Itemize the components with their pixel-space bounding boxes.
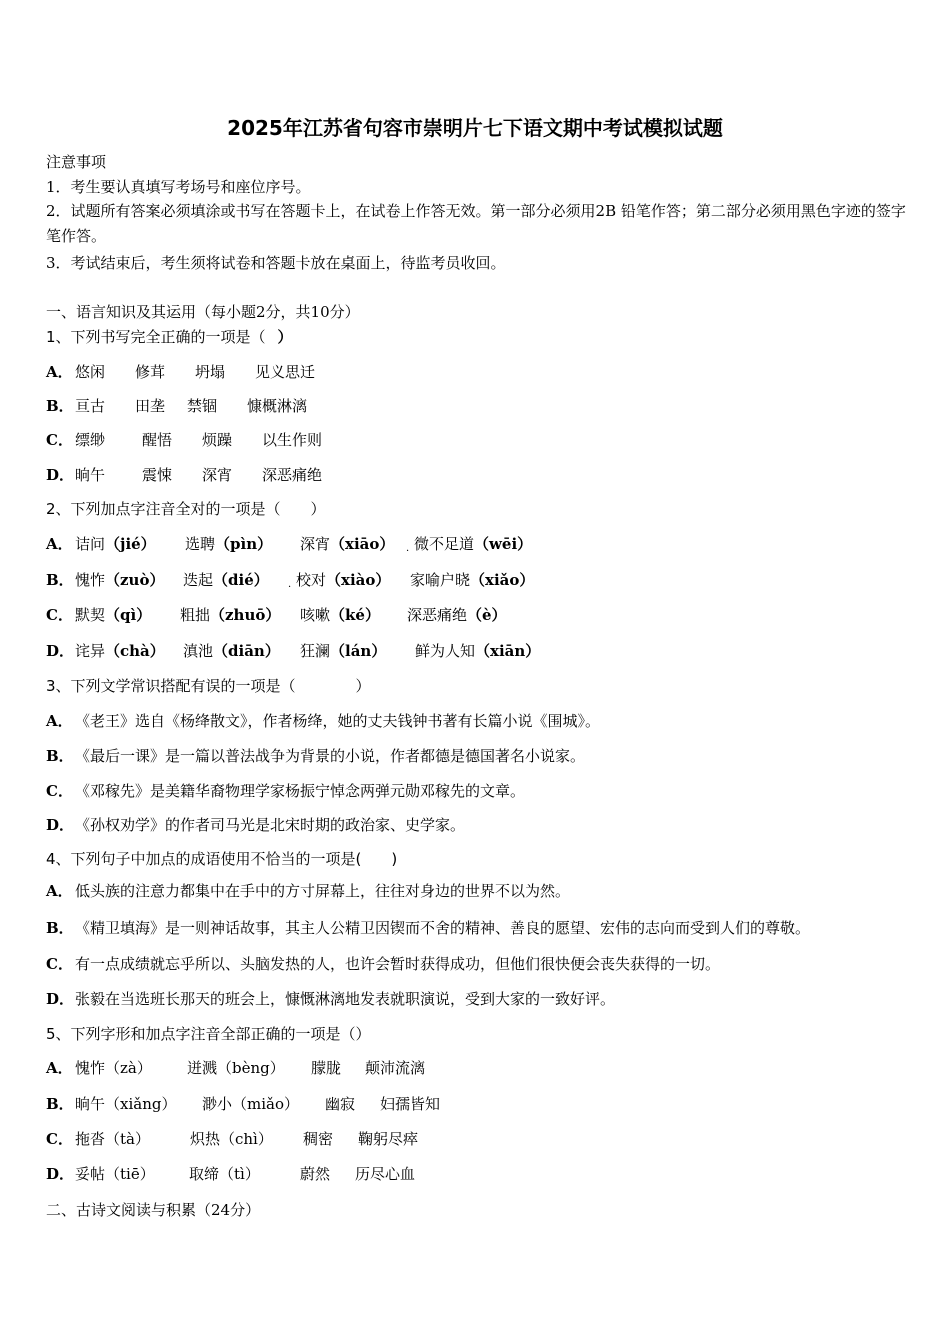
q1-option-b: [46, 396, 307, 416]
q3-option-b: [46, 746, 585, 766]
option-label: D．: [46, 816, 75, 834]
q3-option-d: [46, 815, 465, 835]
option-text: 《最后一课》是一篇以普法战争为背景的小说，作者都德是德国著名小说家。: [75, 747, 586, 765]
option-label: D．: [46, 642, 75, 660]
q5-option-a: [46, 1058, 425, 1078]
choice-word: 妇孺皆知: [380, 1095, 441, 1113]
choice-word: 稠密: [303, 1130, 334, 1148]
option-label: A．: [46, 363, 73, 381]
option-text: 《孙权劝学》的作者司马光是北宋时期的政治家、史学家。: [75, 816, 466, 834]
choice-word: 诧异: [75, 642, 106, 660]
section-2-heading: 二、古诗文阅读与积累（24分）: [46, 1201, 261, 1219]
q2-option-d: [46, 641, 540, 661]
choice-pinyin: （dié）: [213, 571, 269, 589]
choice-word: 震悚: [142, 466, 173, 484]
notice-heading: 注意事项: [46, 153, 107, 171]
choice-word: 悠闲: [75, 363, 106, 381]
option-label: C．: [46, 1130, 73, 1148]
option-label: B．: [46, 747, 74, 765]
choice-word: 家喻户晓: [410, 571, 471, 589]
choice-word: 颠沛流漓: [365, 1059, 426, 1077]
option-label: A．: [46, 712, 73, 730]
option-label: C．: [46, 955, 73, 973]
q3-option-a: [46, 711, 600, 731]
option-label: A．: [46, 1059, 73, 1077]
choice-word: 醒悟: [142, 431, 173, 449]
choice-word: 深宵: [300, 535, 331, 553]
q1-option-c: [46, 430, 322, 450]
question-3-stem: 3、下列文学常识搭配有误的一项是（ ）: [46, 677, 371, 695]
question-2-stem: 2、下列加点字注音全对的一项是（ ）: [46, 500, 326, 518]
option-text: 低头族的注意力都集中在手中的方寸屏幕上，往往对身边的世界不以为然。: [75, 882, 571, 900]
choice-word: 诘问: [75, 535, 106, 553]
choice-pinyin: （xiān）: [475, 642, 541, 660]
choice-word: 取缔（tì）: [189, 1165, 260, 1183]
option-label: B．: [46, 571, 74, 589]
choice-pinyin: （lán）: [330, 642, 387, 660]
choice-word: 愧怍: [75, 571, 106, 589]
q5-option-c: [46, 1129, 418, 1149]
option-label: B．: [46, 919, 74, 937]
choice-word: 朦胧: [311, 1059, 342, 1077]
question-1-stem-close: ）: [277, 328, 293, 346]
section-1-heading: 一、语言知识及其运用（每小题2分，共10分）: [46, 303, 360, 321]
choice-word: 幽寂: [325, 1095, 356, 1113]
option-label: D．: [46, 466, 75, 484]
q5-option-d: [46, 1164, 415, 1184]
choice-word: 历尽心血: [355, 1165, 416, 1183]
choice-word: 妥帖（tiē）: [75, 1165, 155, 1183]
option-label: C．: [46, 782, 73, 800]
choice-word: 炽热（chì）: [190, 1130, 273, 1148]
choice-pinyin: （qì）: [105, 606, 152, 624]
choice-word: 深宵: [202, 466, 233, 484]
choice-word: 坍塌: [195, 363, 226, 381]
option-text: 有一点成绩就忘乎所以、头脑发热的人，也许会暂时获得成功，但他们很快便会丧失获得的一切。: [75, 955, 721, 973]
emphasis-dot: ·: [406, 546, 410, 557]
option-label: A．: [46, 882, 73, 900]
choice-pinyin: （wēi）: [474, 535, 533, 553]
choice-pinyin: （xiǎo）: [470, 571, 535, 589]
option-label: C．: [46, 431, 73, 449]
choice-word: 慷概淋漓: [247, 397, 308, 415]
choice-word: 烦躁: [202, 431, 233, 449]
choice-word: 渺小（miǎo）: [202, 1095, 299, 1113]
choice-pinyin: （è）: [467, 606, 507, 624]
choice-word: 禁锢: [187, 397, 218, 415]
notice-item-1: 1．考生要认真填写考场号和座位序号。: [46, 178, 311, 196]
option-label: A．: [46, 535, 73, 553]
option-label: B．: [46, 397, 74, 415]
choice-word: 粗拙: [180, 606, 211, 624]
q2-option-c: [46, 605, 507, 625]
emphasis-dot: ·: [288, 582, 292, 593]
notice-item-3: 3．考试结束后，考生须将试卷和答题卡放在桌面上，待监考员收回。: [46, 254, 506, 272]
option-text: 《老王》选自《杨绛散文》，作者杨绛，她的丈夫钱钟书著有长篇小说《围城》。: [75, 712, 601, 730]
choice-pinyin: （jié）: [105, 535, 156, 553]
choice-word: 见义思迁: [255, 363, 316, 381]
notice-item-2: 2．试题所有答案必须填涂或书写在答题卡上，在试卷上作答无效。第一部分必须用2B 铅笔作答；第二部分必须用黑色字迹的签字笔作答。: [46, 202, 906, 245]
question-1-stem-text: 1、下列书写完全正确的一项是（: [46, 328, 266, 346]
q2-option-a: [46, 534, 532, 554]
q5-option-b: [46, 1094, 440, 1114]
q4-option-c: [46, 954, 720, 974]
choice-word: 晌午: [75, 466, 106, 484]
choice-word: 田垄: [135, 397, 166, 415]
option-label: D．: [46, 990, 75, 1008]
choice-word: 滇池: [183, 642, 214, 660]
choice-pinyin: （diān）: [213, 642, 280, 660]
choice-pinyin: （ké）: [330, 606, 380, 624]
choice-word: 狂澜: [300, 642, 331, 660]
choice-word: 迸溅（bèng）: [187, 1059, 285, 1077]
choice-pinyin: （zhuō）: [210, 606, 281, 624]
choice-word: 亘古: [75, 397, 106, 415]
choice-word: 修茸: [135, 363, 166, 381]
choice-word: 晌午（xiǎng）: [75, 1095, 177, 1113]
choice-word: 选聘: [185, 535, 216, 553]
choice-word: 迭起: [183, 571, 214, 589]
q1-option-a: [46, 362, 315, 382]
choice-word: 愧怍（zà）: [75, 1059, 152, 1077]
question-5-stem: 5、下列字形和加点字注音全部正确的一项是（）: [46, 1025, 371, 1043]
choice-word: 校对: [296, 571, 327, 589]
choice-pinyin: （xiào）: [326, 571, 391, 589]
choice-word: 深恶痛绝: [407, 606, 468, 624]
question-1-stem: [46, 327, 293, 347]
option-label: B．: [46, 1095, 74, 1113]
choice-pinyin: （zuò）: [105, 571, 165, 589]
q3-option-c: [46, 781, 525, 801]
q1-option-d: [46, 465, 322, 485]
q4-option-d: [46, 989, 615, 1009]
choice-word: 微不足道: [414, 535, 475, 553]
choice-word: 深恶痛绝: [262, 466, 323, 484]
page-title: 2025年江苏省句容市崇明片七下语文期中考试模拟试题: [227, 116, 723, 140]
choice-pinyin: （xiāo）: [330, 535, 395, 553]
option-label: D．: [46, 1165, 75, 1183]
choice-word: 拖沓（tà）: [75, 1130, 150, 1148]
choice-word: 鞠躬尽瘁: [358, 1130, 419, 1148]
choice-word: 以生作则: [262, 431, 323, 449]
q4-option-b: [46, 918, 810, 938]
choice-word: 缥缈: [75, 431, 106, 449]
choice-word: 鲜为人知: [415, 642, 476, 660]
choice-word: 默契: [75, 606, 106, 624]
option-text: 《邓稼先》是美籍华裔物理学家杨振宁悼念两弹元勋邓稼先的文章。: [75, 782, 526, 800]
choice-word: 咳嗽: [300, 606, 331, 624]
choice-pinyin: （chà）: [105, 642, 165, 660]
option-label: C．: [46, 606, 73, 624]
choice-word: 蔚然: [300, 1165, 331, 1183]
option-text: 张毅在当选班长那天的班会上，慷慨淋漓地发表就职演说，受到大家的一致好评。: [75, 990, 616, 1008]
option-text: 《精卫填海》是一则神话故事，其主人公精卫因锲而不舍的精神、善良的愿望、宏伟的志向而受到人们的尊敬。: [75, 919, 811, 937]
question-4-stem: 4、下列句子中加点的成语使用不恰当的一项是( ): [46, 850, 398, 868]
q4-option-a: [46, 881, 570, 901]
choice-pinyin: （pìn）: [215, 535, 273, 553]
